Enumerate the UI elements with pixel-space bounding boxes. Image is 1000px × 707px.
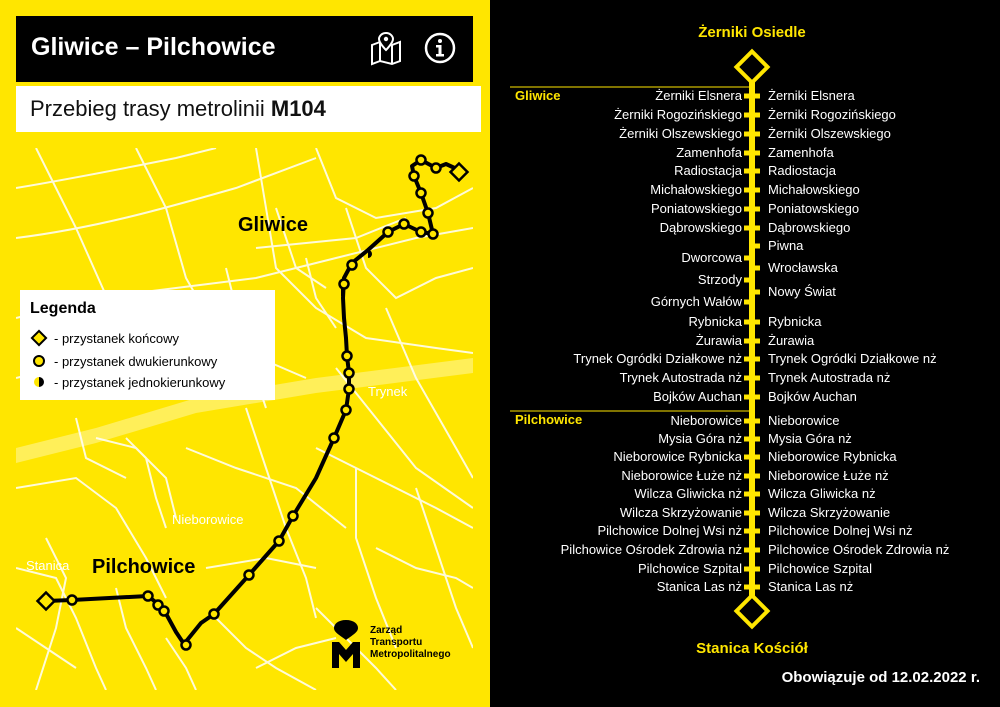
route-tick-14 [744,376,760,381]
route-tick-3 [744,151,760,156]
route-tick-8 [744,256,752,261]
stop-right-17: Mysia Góra nż [768,431,852,446]
stop-right-0: Żerniki Elsnera [768,88,855,103]
route-tick-7 [744,226,760,231]
title-bar [16,16,473,82]
stop-left-14: Trynek Autostrada nż [619,370,742,385]
stop-left-12: Żurawia [695,333,742,348]
stop-left-20: Wilcza Gliwicka nż [634,486,742,501]
stop-left-6: Poniatowskiego [650,201,742,216]
page-subtitle: Przebieg trasy metrolinii M104 [30,96,326,121]
route-tick-15 [744,395,760,400]
stop-left-3: Zamenhofa [676,145,742,160]
stop-right-15: Bojków Auchan [768,389,857,404]
route-tick-13 [744,357,760,362]
stop-left-5: Michałowskiego [650,182,742,197]
route-tick-10 [744,300,752,305]
operator-logo [328,618,468,678]
unidirectional-stop-icon [30,373,48,391]
stop-right-3: Zamenhofa [768,145,834,160]
route-tick-12 [744,339,760,344]
map-label-gliwice: Gliwice [238,214,309,236]
route-tick-1 [744,113,760,118]
map-label-nieborowice: Nieborowice [172,512,244,527]
stop-right-1: Żerniki Rogozińskiego [768,107,896,122]
ztm-logo-icon [328,618,364,670]
bidirectional-stop-icon [30,352,48,370]
stop-right-11: Rybnicka [768,314,822,329]
stop-left-0: Żerniki Elsnera [655,88,742,103]
stop-left-23: Pilchowice Ośrodek Zdrowia nż [560,542,742,557]
stop-left-11: Rybnicka [688,314,742,329]
operator-name: Zarząd Transportu Metropolitalnego [370,625,451,660]
route-tick-6 [744,207,760,212]
stop-right-20: Wilcza Gliwicka nż [768,486,876,501]
route-tick-20 [744,492,760,497]
stop-right-16: Nieborowice [768,413,840,428]
route-tick-22 [744,529,760,534]
info-icon[interactable] [423,31,457,65]
route-tick-21 [744,511,760,516]
stop-left-2: Żerniki Olszewskiego [619,126,742,141]
stop-left-9: Strzody [697,272,742,287]
stop-right-25: Stanica Las nż [768,579,854,594]
legend-terminal: - przystanek końcowy [30,328,179,348]
route-tick-0 [744,94,760,99]
stop-right-22: Pilchowice Dolnej Wsi nż [768,523,913,538]
stop-left-19: Nieborowice Łuże nż [621,468,742,483]
route-tick-11 [744,320,760,325]
stop-left-10: Górnych Wałów [650,294,742,309]
map-label-pilchowice: Pilchowice [92,556,196,578]
terminal-top: Żerniki Osiedle [698,24,806,41]
stop-left-22: Pilchowice Dolnej Wsi nż [597,523,742,538]
stop-right-19: Nieborowice Łuże nż [768,468,889,483]
terminal-bottom: Stanica Kościół [696,640,808,657]
route-tick-2 [744,132,760,137]
stop-right-4: Radiostacja [768,163,836,178]
stop-right-6: Poniatowskiego [768,201,860,216]
stop-right-23: Pilchowice Ośrodek Zdrowia nż [768,542,950,557]
stop-left-16: Nieborowice [670,413,742,428]
stop-right-9: Wrocławska [768,260,838,275]
legend-title: Legenda [30,300,96,317]
stop-right-18: Nieborowice Rybnicka [768,449,897,464]
stop-right-2: Żerniki Olszewskiego [768,126,891,141]
stop-left-4: Radiostacja [674,163,742,178]
validity-date: Obowiązuje od 12.02.2022 r. [781,669,980,686]
stop-right-8: Piwna [768,238,804,253]
terminal-stop-icon [30,329,48,347]
stop-right-12: Żurawia [768,333,815,348]
route-tick-25 [744,585,760,590]
route-tick-19 [744,474,760,479]
route-tick-4 [744,169,760,174]
city-tag-pilchowice: Pilchowice [515,412,583,427]
stop-right-7: Dąbrowskiego [768,220,851,235]
stop-right-24: Pilchowice Szpital [768,561,873,576]
route-tick-16 [744,419,760,424]
stop-left-21: Wilcza Skrzyżowanie [619,505,742,520]
stop-left-8: Dworcowa [681,250,742,265]
page-title: Gliwice – Pilchowice [31,33,276,61]
route-tick-17 [744,437,760,442]
route-tick-5 [744,188,760,193]
stop-right-14: Trynek Autostrada nż [768,370,891,385]
stop-left-13: Trynek Ogródki Działkowe nż [573,351,742,366]
legend-bidirectional: - przystanek dwukierunkowy [30,351,217,371]
route-tick-9 [744,278,752,283]
stop-left-1: Żerniki Rogozińskiego [614,107,742,122]
map-pin-icon[interactable] [368,31,404,67]
stop-left-7: Dąbrowskiego [659,220,742,235]
line-number: M104 [270,96,326,121]
stop-right-10: Nowy Świat [768,284,836,299]
route-tick-24 [744,567,760,572]
route-tick-27 [752,266,760,271]
route-tick-28 [752,290,760,295]
map-label-trynek: Trynek [368,384,408,399]
terminal-top-icon [736,51,767,82]
stop-left-18: Nieborowice Rybnicka [613,449,742,464]
subtitle-bar [16,86,481,132]
stop-right-13: Trynek Ogródki Działkowe nż [768,351,937,366]
map-panel [0,0,490,707]
stop-left-24: Pilchowice Szpital [637,561,742,576]
route-tick-18 [744,455,760,460]
stop-left-15: Bojków Auchan [653,389,742,404]
stop-right-21: Wilcza Skrzyżowanie [768,505,891,520]
stop-right-5: Michałowskiego [768,182,860,197]
stop-left-17: Mysia Góra nż [658,431,742,446]
route-tick-26 [752,244,760,249]
map-label-stanica: Stanica [26,558,70,573]
legend-box [20,290,275,400]
legend-unidirectional: - przystanek jednokierunkowy [30,372,225,392]
city-tag-gliwice: Gliwice [515,88,561,103]
terminal-bottom-icon [736,595,767,626]
route-map [16,148,473,690]
route-tick-23 [744,548,760,553]
stop-left-25: Stanica Las nż [656,579,742,594]
